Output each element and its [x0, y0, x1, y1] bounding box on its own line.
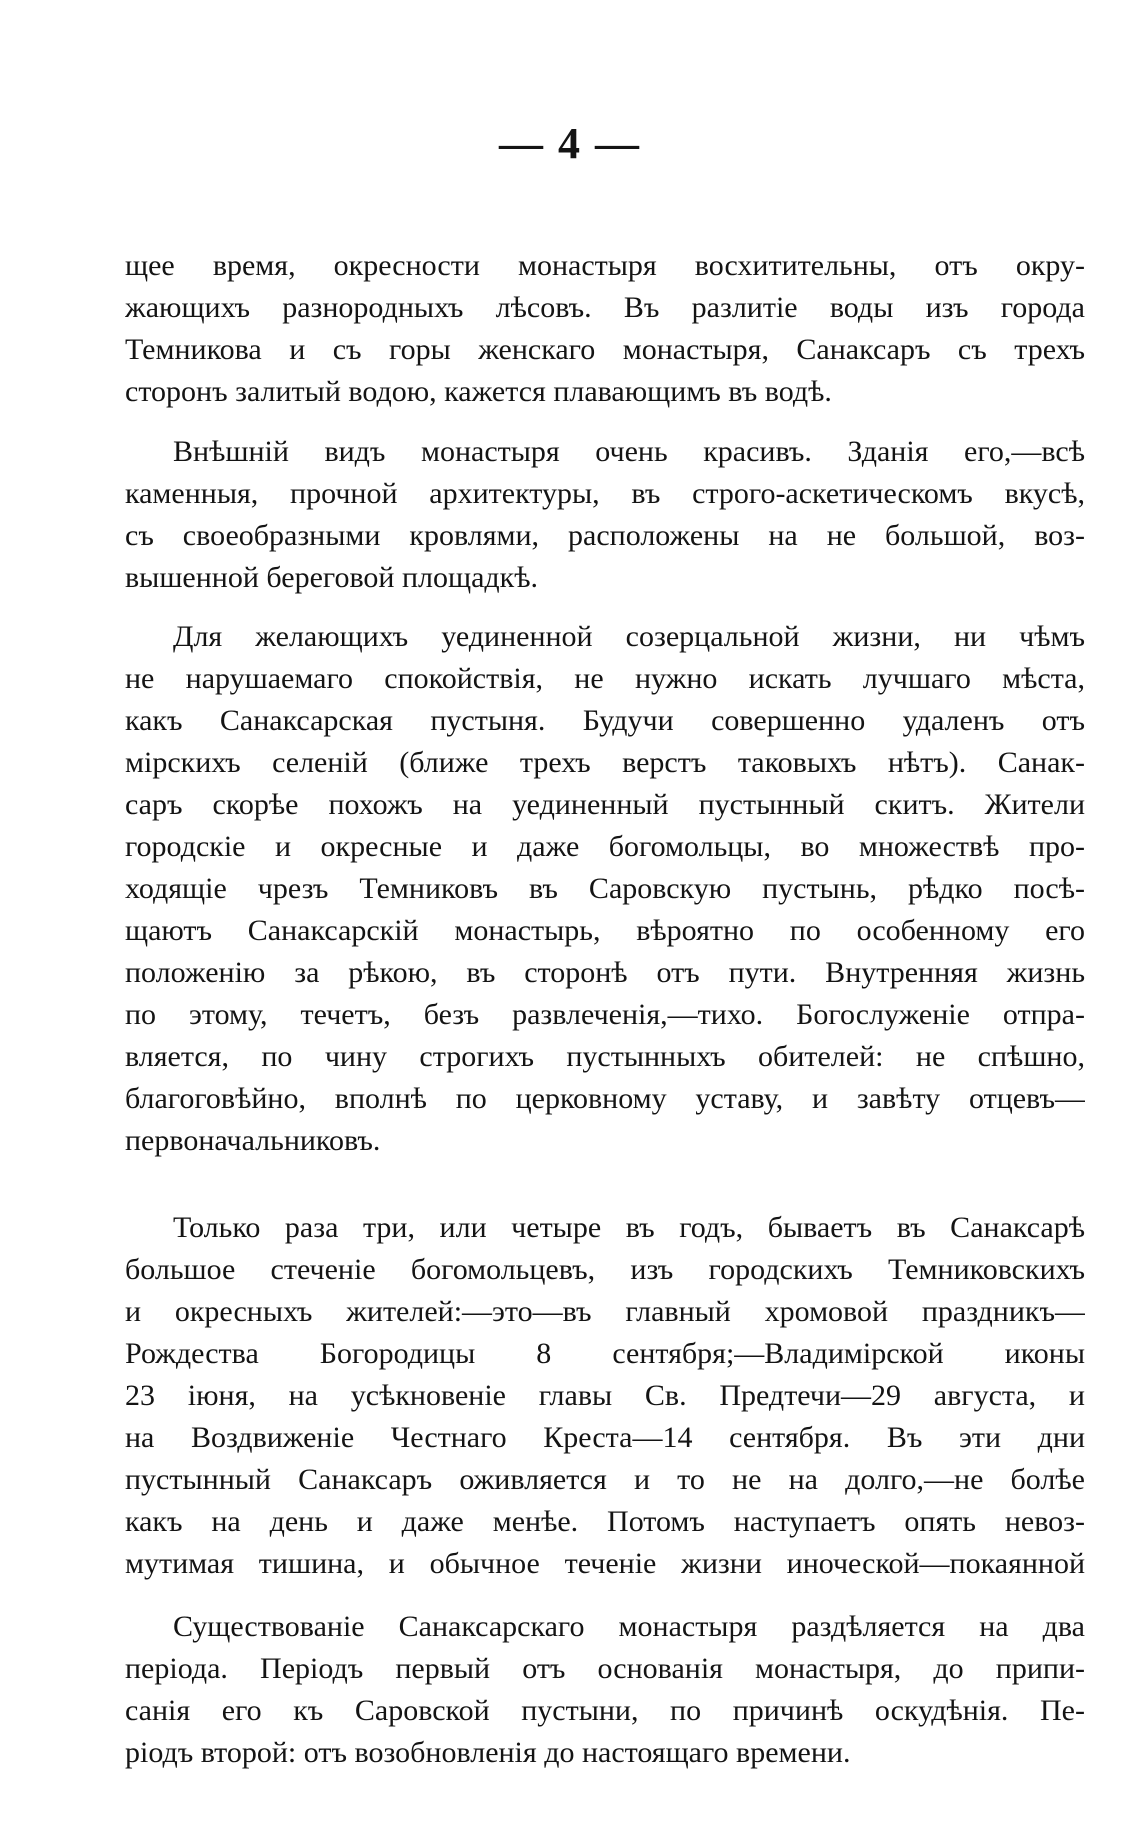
- text-line: какъ Санаксарская пустыня. Будучи совершенно удаленъ отъ: [125, 704, 1085, 737]
- text-line: 23 іюня, на усѣкновеніе главы Св. Предтечи—29 августа, и: [125, 1379, 1085, 1412]
- text-line: ходящіе чрезъ Темниковъ въ Саровскую пустынь, рѣдко посѣ-: [125, 872, 1085, 905]
- text-line: Темникова и съ горы женскаго монастыря, Санаксаръ съ трехъ: [125, 333, 1085, 366]
- text-line: первоначальниковъ.: [125, 1124, 381, 1157]
- text-line: городскіе и окресные и даже богомольцы, во множествѣ про-: [125, 830, 1085, 863]
- text-line: періода. Періодъ первый отъ основанія монастыря, до припи-: [125, 1652, 1085, 1685]
- paragraph-2: [125, 431, 1085, 599]
- text-line: Рождества Богородицы 8 сентября;—Владимірской иконы: [125, 1337, 1085, 1370]
- text-line: саръ скорѣе похожъ на уединенный пустынный скитъ. Жители: [125, 788, 1085, 821]
- text-line: Для желающихъ уединенной созерцальной жизни, ни чѣмъ: [173, 620, 1085, 653]
- text-line: каменныя, прочной архитектуры, въ строго-аскетическомъ вкусѣ,: [125, 477, 1085, 510]
- text-line: вляется, по чину строгихъ пустынныхъ обителей: не спѣшно,: [125, 1040, 1085, 1073]
- page-number: — 4 —: [499, 119, 641, 168]
- text-line: Существованіе Санаксарскаго монастыря раздѣляется на два: [173, 1610, 1085, 1643]
- text-line: санія его къ Саровской пустыни, по причинѣ оскудѣнія. Пе-: [125, 1694, 1085, 1727]
- text-line: большое стеченіе богомольцевъ, изъ городскихъ Темниковскихъ: [125, 1253, 1085, 1286]
- text-line: съ своеобразными кровлями, расположены на не большой, воз-: [125, 519, 1085, 552]
- text-line: Только раза три, или четыре въ годъ, бываетъ въ Санаксарѣ: [173, 1211, 1085, 1244]
- text-line: не нарушаемаго спокойствія, не нужно искать лучшаго мѣста,: [125, 662, 1085, 695]
- text-line: вышенной береговой площадкѣ.: [125, 561, 539, 594]
- text-line: положенію за рѣкою, въ сторонѣ отъ пути. Внутренняя жизнь: [125, 956, 1085, 989]
- text-line: мутимая тишина, и обычное теченіе жизни иноческой—покаянной: [125, 1547, 1085, 1580]
- text-line: сторонъ залитый водою, кажется плавающимъ въ водѣ.: [125, 375, 832, 408]
- text-line: ріодъ второй: отъ возобновленія до настоящаго времени.: [125, 1736, 851, 1769]
- paragraph-4: [125, 1207, 1085, 1585]
- text-line: на Воздвиженіе Честнаго Креста—14 сентября. Въ эти дни: [125, 1421, 1085, 1454]
- text-line: благоговѣйно, вполнѣ по церковному уставу, и завѣту отцевъ—: [125, 1082, 1085, 1115]
- text-line: щаютъ Санаксарскій монастырь, вѣроятно по особенному его: [125, 914, 1085, 947]
- text-line: и окресныхъ жителей:—это—въ главный хромовой праздникъ—: [125, 1295, 1085, 1328]
- text-line: какъ на день и даже менѣе. Потомъ наступаетъ опять невоз-: [125, 1505, 1085, 1538]
- text-line: пустынный Санаксаръ оживляется и то не на долго,—не болѣе: [125, 1463, 1085, 1496]
- paragraph-5: [125, 1606, 1085, 1774]
- text-line: Внѣшній видъ монастыря очень красивъ. Зданія его,—всѣ: [173, 435, 1085, 468]
- paragraph-3: [125, 616, 1085, 1162]
- text-line: щее время, окресности монастыря восхитительны, отъ окру-: [125, 249, 1085, 282]
- text-line: жающихъ разнородныхъ лѣсовъ. Въ разлитіе воды изъ города: [125, 291, 1085, 324]
- text-line: мірскихъ селеній (ближе трехъ верстъ таковыхъ нѣтъ). Санак-: [125, 746, 1085, 779]
- text-line: по этому, течетъ, безъ развлеченія,—тихо. Богослуженіе отпра-: [125, 998, 1085, 1031]
- paragraph-1: [125, 245, 1085, 413]
